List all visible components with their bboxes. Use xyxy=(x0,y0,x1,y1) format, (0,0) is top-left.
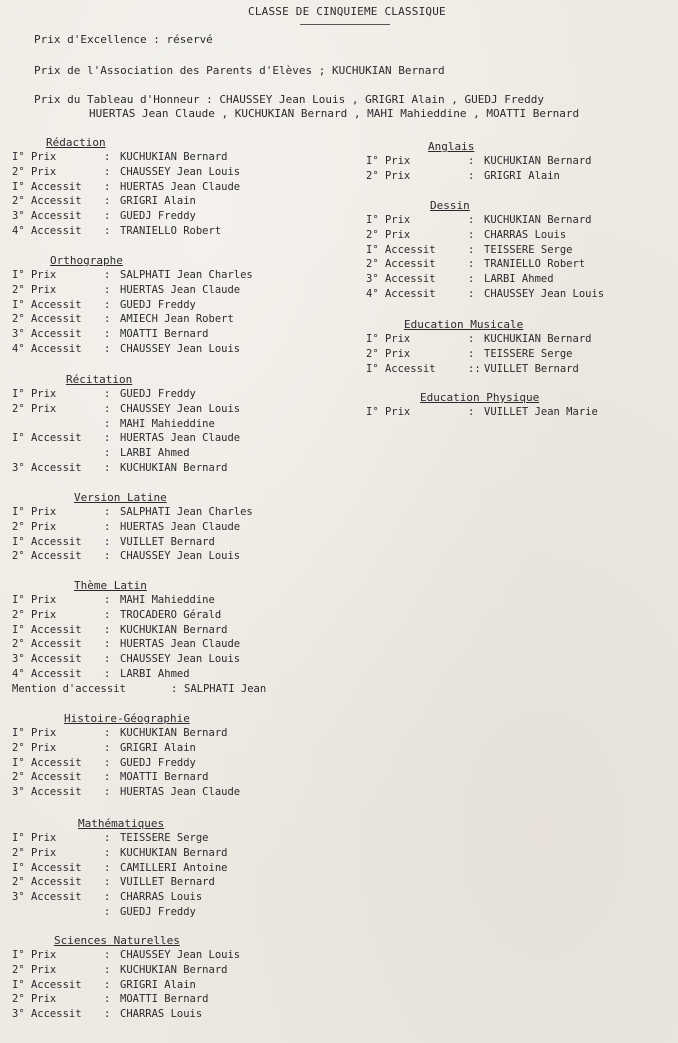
award-rank: I° Prix xyxy=(366,333,411,345)
award-recipient: KUCHUKIAN Bernard xyxy=(120,151,228,163)
award-separator: : xyxy=(104,388,111,400)
section-heading: Anglais xyxy=(428,140,475,153)
award-rank: 2° Prix xyxy=(12,520,57,533)
award-recipient: GUEDJ Freddy xyxy=(120,756,196,769)
section-heading: Sciences Naturelles xyxy=(54,934,180,947)
award-separator: : xyxy=(104,978,111,991)
award-rank: I° Prix xyxy=(12,594,57,606)
award-separator: : xyxy=(104,876,111,889)
section-heading: Education Musicale xyxy=(404,318,524,331)
award-rank: 2° Accessit xyxy=(12,195,82,208)
award-rank: I° Accessit xyxy=(12,298,82,311)
award-recipient: CHARRAS Louis xyxy=(120,891,203,904)
award-separator: : xyxy=(104,1008,111,1021)
section-heading: Mathématiques xyxy=(78,817,165,830)
award-rank: I° Prix xyxy=(12,151,57,163)
section-heading: Version Latine xyxy=(74,491,167,504)
award-rank: I° Prix xyxy=(12,506,57,518)
award-separator: : xyxy=(104,846,111,859)
award-recipient: AMIECH Jean Robert xyxy=(120,313,234,326)
award-separator: : xyxy=(468,333,475,345)
award-rank: I° Accessit xyxy=(12,978,82,991)
award-separator: : xyxy=(104,313,111,326)
award-rank: I° Accessit xyxy=(12,432,82,445)
award-recipient: KUCHUKIAN Bernard xyxy=(120,846,228,859)
award-recipient: MOATTI Bernard xyxy=(120,328,209,341)
award-rank: I° Prix xyxy=(12,269,57,281)
award-recipient: GRIGRI Alain xyxy=(120,195,196,208)
award-recipient: GRIGRI Alain xyxy=(484,169,560,182)
award-rank: I° Prix xyxy=(12,388,57,400)
award-separator: : xyxy=(104,180,111,193)
award-recipient: TEISSERE Serge xyxy=(484,347,573,360)
award-recipient: SALPHATI Jean xyxy=(184,682,267,695)
award-recipient: HUERTAS Jean Claude xyxy=(120,180,241,193)
award-recipient: TEISSERE Serge xyxy=(484,243,573,256)
award-rank: I° Prix xyxy=(12,949,57,961)
award-separator: : xyxy=(104,963,111,976)
award-rank: 3° Accessit xyxy=(12,786,82,799)
award-rank: 2° Prix xyxy=(12,993,57,1006)
award-recipient: HUERTAS Jean Claude xyxy=(120,786,241,799)
award-rank: Mention d'accessit xyxy=(12,682,126,695)
award-rank: 2° Accessit xyxy=(366,258,436,271)
award-recipient: TRANIELLO Robert xyxy=(120,225,222,237)
award-separator: : xyxy=(104,993,111,1006)
award-recipient: HUERTAS Jean Claude xyxy=(120,283,241,296)
award-separator: : xyxy=(104,623,111,636)
award-separator: : xyxy=(104,165,111,178)
award-recipient: KUCHUKIAN Bernard xyxy=(120,623,228,636)
award-separator: : xyxy=(468,258,475,271)
award-rank: I° Accessit xyxy=(12,180,82,193)
award-recipient: MOATTI Bernard xyxy=(120,771,209,784)
award-separator: : xyxy=(104,741,111,754)
award-separator: : xyxy=(104,151,111,163)
section-heading: Thème Latin xyxy=(74,579,147,592)
award-separator: : xyxy=(104,432,111,445)
award-recipient: CHAUSSEY Jean Louis xyxy=(120,550,241,563)
award-recipient: CHAUSSEY Jean Louis xyxy=(120,949,241,961)
award-separator: :: xyxy=(468,362,481,375)
award-separator: : xyxy=(104,269,111,281)
award-separator: : xyxy=(468,288,475,300)
award-recipient: CHAUSSEY Jean Louis xyxy=(120,343,241,355)
award-separator: : xyxy=(104,402,111,415)
award-rank: 2° Prix xyxy=(12,283,57,296)
award-recipient: MAHI Mahieddine xyxy=(120,594,215,606)
page-title: CLASSE DE CINQUIEME CLASSIQUE xyxy=(248,5,446,18)
award-separator: : xyxy=(104,668,111,680)
award-rank: 2° Accessit xyxy=(12,638,82,651)
award-separator: : xyxy=(104,756,111,769)
award-separator: : xyxy=(104,328,111,341)
award-separator: : xyxy=(171,682,178,695)
award-separator: : xyxy=(104,550,111,563)
award-rank: 4° Accessit xyxy=(12,668,82,680)
award-separator: : xyxy=(104,906,111,918)
award-recipient: KUCHUKIAN Bernard xyxy=(120,963,228,976)
award-rank: I° Prix xyxy=(366,406,411,418)
award-rank: 4° Accessit xyxy=(366,288,436,300)
award-separator: : xyxy=(104,891,111,904)
award-separator: : xyxy=(468,155,475,167)
prize-excellence: Prix d'Excellence : réservé xyxy=(34,33,213,46)
award-rank: 3° Accessit xyxy=(366,273,436,286)
section-heading: Histoire-Géographie xyxy=(64,712,190,725)
prize-tableau-line1: Prix du Tableau d'Honneur : CHAUSSEY Jean Louis , GRIGRI Alain , GUEDJ Freddy xyxy=(34,93,544,106)
award-separator: : xyxy=(468,406,475,418)
award-rank: 3° Accessit xyxy=(12,210,82,223)
award-separator: : xyxy=(104,535,111,548)
award-recipient: GUEDJ Freddy xyxy=(120,210,196,223)
award-separator: : xyxy=(104,861,111,874)
award-separator: : xyxy=(104,298,111,311)
award-recipient: KUCHUKIAN Bernard xyxy=(484,155,592,167)
award-separator: : xyxy=(104,638,111,651)
award-recipient: GUEDJ Freddy xyxy=(120,388,196,400)
award-recipient: GRIGRI Alain xyxy=(120,978,196,991)
award-recipient: SALPHATI Jean Charles xyxy=(120,269,253,281)
award-recipient: VUILLET Jean Marie xyxy=(484,406,598,418)
award-recipient: CHARRAS Louis xyxy=(484,228,567,241)
award-separator: : xyxy=(104,417,111,430)
award-rank: 3° Accessit xyxy=(12,462,82,474)
award-recipient: SALPHATI Jean Charles xyxy=(120,506,253,518)
award-rank: 3° Accessit xyxy=(12,891,82,904)
award-recipient: TRANIELLO Robert xyxy=(484,258,586,271)
prize-association: Prix de l'Association des Parents d'Elèves ; KUCHUKIAN Bernard xyxy=(34,64,445,77)
award-recipient: GRIGRI Alain xyxy=(120,741,196,754)
section-heading: Récitation xyxy=(66,373,133,386)
award-recipient: VUILLET Bernard xyxy=(120,876,215,889)
award-recipient: GUEDJ Freddy xyxy=(120,906,196,918)
award-rank: 2° Prix xyxy=(12,741,57,754)
award-separator: : xyxy=(104,447,111,460)
award-recipient: KUCHUKIAN Bernard xyxy=(484,214,592,226)
award-separator: : xyxy=(468,228,475,241)
award-rank: 4° Accessit xyxy=(12,225,82,237)
award-separator: : xyxy=(468,214,475,226)
award-recipient: CAMILLERI Antoine xyxy=(120,861,228,874)
award-rank: 2° Prix xyxy=(12,846,57,859)
award-separator: : xyxy=(468,347,475,360)
award-separator: : xyxy=(104,343,111,355)
award-recipient: CHARRAS Louis xyxy=(120,1008,203,1021)
award-rank: I° Prix xyxy=(366,214,411,226)
award-recipient: KUCHUKIAN Bernard xyxy=(484,333,592,345)
award-rank: 3° Accessit xyxy=(12,653,82,666)
title-rule xyxy=(300,24,390,25)
prize-tableau-line2: HUERTAS Jean Claude , KUCHUKIAN Bernard , MAHI Mahieddine , MOATTI Bernard xyxy=(89,107,580,120)
award-recipient: CHAUSSEY Jean Louis xyxy=(120,165,241,178)
award-rank: 2° Prix xyxy=(12,165,57,178)
award-recipient: HUERTAS Jean Claude xyxy=(120,432,241,445)
award-rank: I° Prix xyxy=(12,832,57,844)
award-separator: : xyxy=(104,210,111,223)
section-heading: Education Physique xyxy=(420,391,540,404)
award-recipient: LARBI Ahmed xyxy=(120,447,190,460)
award-rank: 3° Accessit xyxy=(12,328,82,341)
award-recipient: CHAUSSEY Jean Louis xyxy=(484,288,605,300)
award-separator: : xyxy=(104,225,111,237)
award-rank: 2° Accessit xyxy=(12,313,82,326)
award-rank: I° Accessit xyxy=(12,861,82,874)
award-separator: : xyxy=(468,243,475,256)
award-recipient: CHAUSSEY Jean Louis xyxy=(120,402,241,415)
award-recipient: TEISSERE Serge xyxy=(120,832,209,844)
award-recipient: MAHI Mahieddine xyxy=(120,417,215,430)
award-rank: I° Accessit xyxy=(366,362,436,375)
award-rank: I° Accessit xyxy=(12,535,82,548)
award-separator: : xyxy=(104,727,111,739)
award-separator: : xyxy=(104,832,111,844)
award-separator: : xyxy=(104,462,111,474)
award-rank: 3° Accessit xyxy=(12,1008,82,1021)
award-recipient: VUILLET Bernard xyxy=(120,535,215,548)
award-recipient: GUEDJ Freddy xyxy=(120,298,196,311)
award-rank: 2° Prix xyxy=(366,347,411,360)
award-separator: : xyxy=(104,949,111,961)
award-rank: 2° Prix xyxy=(12,608,57,621)
award-separator: : xyxy=(104,520,111,533)
award-rank: 4° Accessit xyxy=(12,343,82,355)
award-separator: : xyxy=(104,506,111,518)
award-rank: I° Accessit xyxy=(12,623,82,636)
award-recipient: LARBI Ahmed xyxy=(484,273,554,286)
award-rank: 2° Prix xyxy=(366,169,411,182)
award-rank: 2° Accessit xyxy=(12,876,82,889)
award-rank: I° Accessit xyxy=(12,756,82,769)
award-rank: I° Accessit xyxy=(366,243,436,256)
award-recipient: HUERTAS Jean Claude xyxy=(120,520,241,533)
award-recipient: TROCADERO Gérald xyxy=(120,608,222,621)
award-rank: I° Prix xyxy=(366,155,411,167)
section-heading: Rédaction xyxy=(46,136,106,149)
award-recipient: HUERTAS Jean Claude xyxy=(120,638,241,651)
award-recipient: MOATTI Bernard xyxy=(120,993,209,1006)
award-recipient: LARBI Ahmed xyxy=(120,668,190,680)
award-separator: : xyxy=(104,653,111,666)
award-separator: : xyxy=(104,771,111,784)
award-rank: 2° Prix xyxy=(366,228,411,241)
section-heading: Dessin xyxy=(430,199,470,212)
section-heading: Orthographe xyxy=(50,254,123,267)
award-separator: : xyxy=(468,169,475,182)
award-separator: : xyxy=(104,594,111,606)
award-recipient: CHAUSSEY Jean Louis xyxy=(120,653,241,666)
award-separator: : xyxy=(104,608,111,621)
award-rank: I° Prix xyxy=(12,727,57,739)
award-rank: 2° Accessit xyxy=(12,771,82,784)
award-separator: : xyxy=(468,273,475,286)
award-rank: 2° Prix xyxy=(12,402,57,415)
award-recipient: KUCHUKIAN Bernard xyxy=(120,462,228,474)
award-recipient: KUCHUKIAN Bernard xyxy=(120,727,228,739)
award-separator: : xyxy=(104,283,111,296)
award-separator: : xyxy=(104,195,111,208)
award-rank: 2° Accessit xyxy=(12,550,82,563)
award-recipient: VUILLET Bernard xyxy=(484,362,579,375)
award-separator: : xyxy=(104,786,111,799)
award-rank: 2° Prix xyxy=(12,963,57,976)
